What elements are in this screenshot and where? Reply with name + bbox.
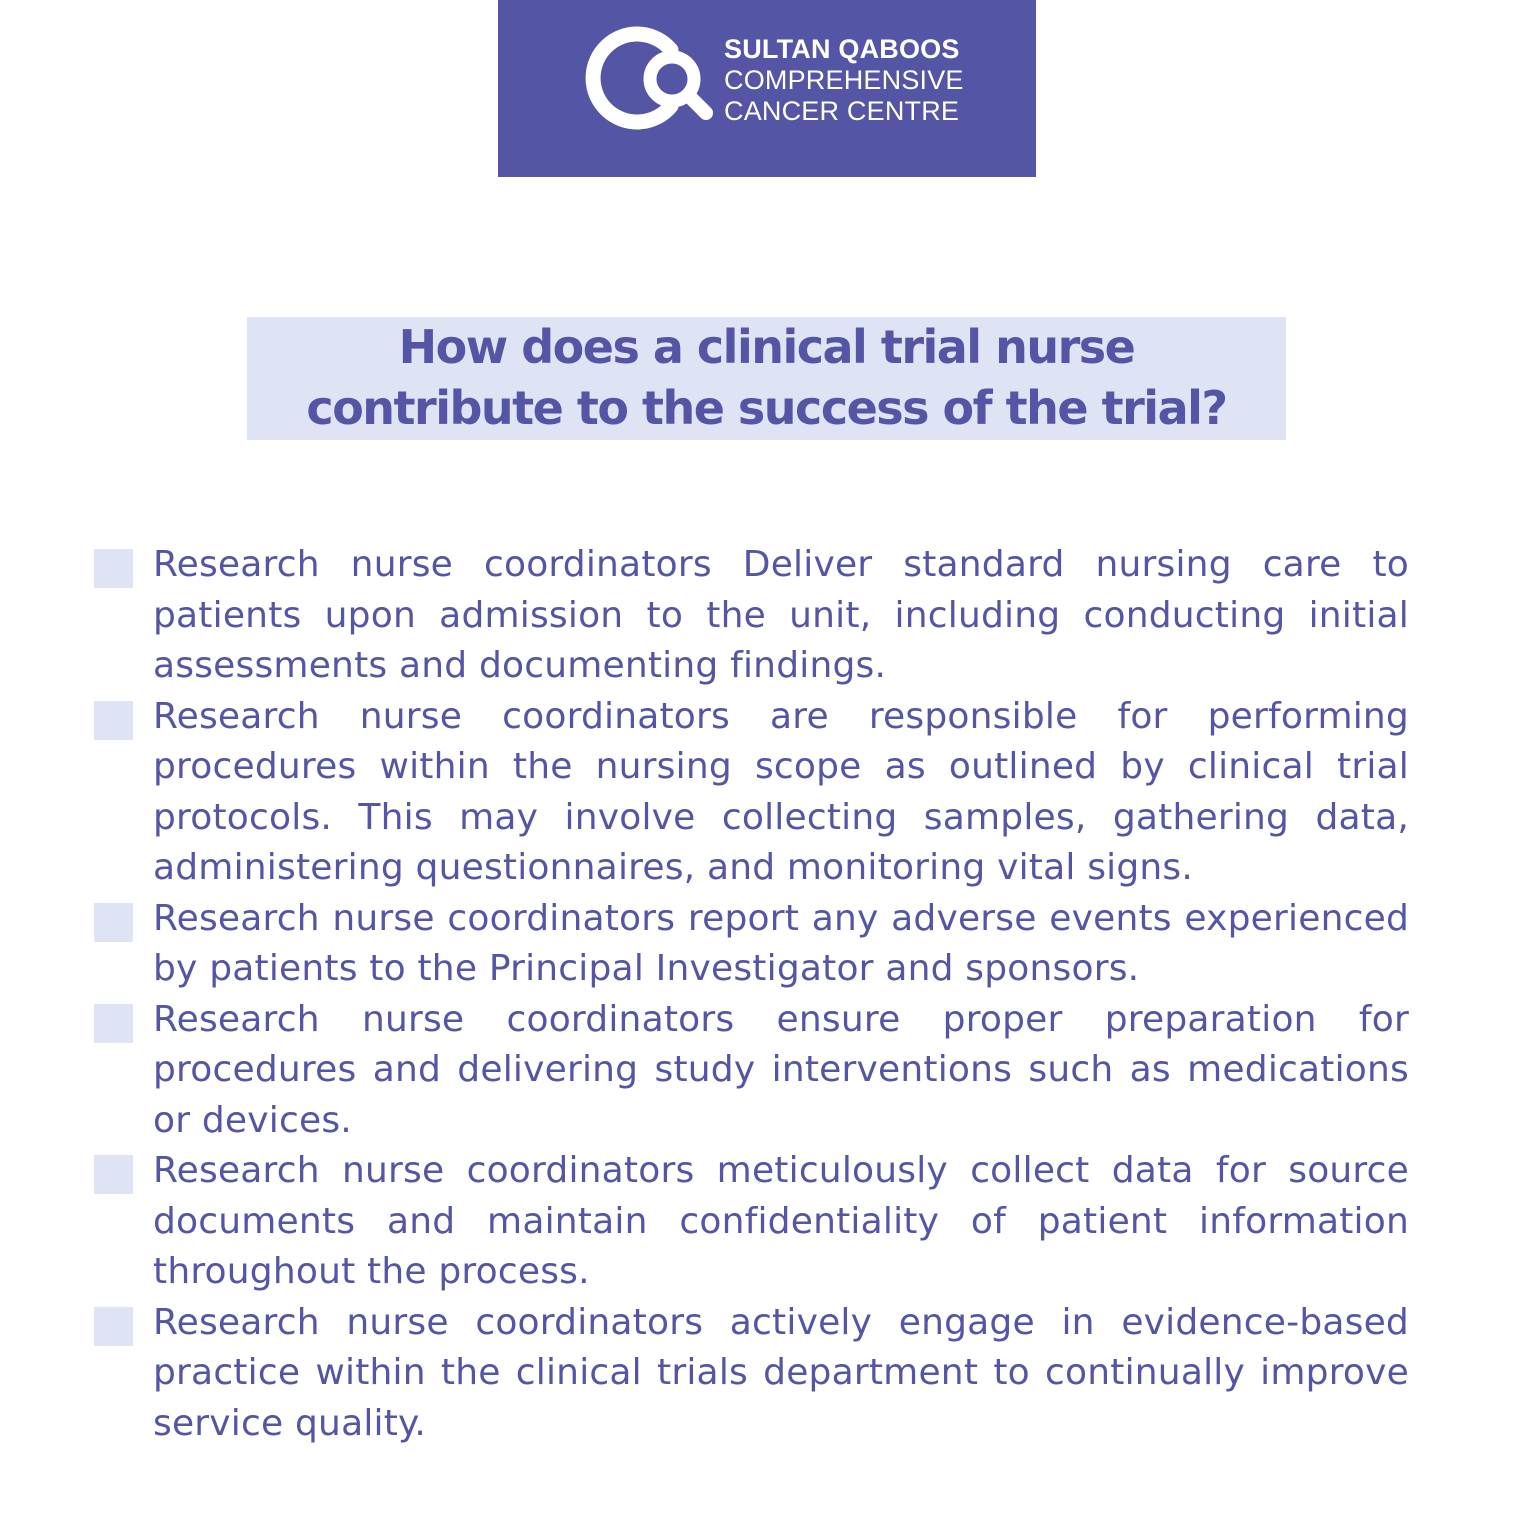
list-item-text: Research nurse coordinators report any adverse events experienced by patients to the Principal Investigator and sponsors.	[153, 897, 1409, 989]
cq-logo-icon	[574, 23, 714, 135]
list-item-text: Research nurse coordinators meticulously collect data for source documents and maintain confidentiality of patient information throughout the process.	[153, 1150, 1409, 1292]
page-title-line-1: How does a clinical trial nurse	[398, 320, 1135, 374]
list-item-text: Research nurse coordinators Deliver standard nursing care to patients upon admission to the unit, including conducting initial assessments and documenting findings.	[153, 544, 1409, 686]
logo-text	[724, 34, 964, 127]
logo-line-2: COMPREHENSIVE	[724, 65, 964, 95]
bullet-list	[94, 540, 1409, 1449]
logo-line-1: SULTAN QABOOS	[724, 34, 960, 64]
square-bullet-icon	[94, 1004, 133, 1043]
square-bullet-icon	[94, 1155, 133, 1194]
list-item	[94, 995, 1409, 1147]
heading-box	[247, 317, 1286, 440]
list-item	[94, 1146, 1409, 1298]
square-bullet-icon	[94, 903, 133, 942]
list-item	[94, 1298, 1409, 1450]
square-bullet-icon	[94, 1307, 133, 1346]
logo-banner	[498, 0, 1036, 177]
list-item-text: Research nurse coordinators ensure proper preparation for procedures and delivering study interventions such as medications or devices.	[153, 998, 1409, 1141]
list-item-text: Research nurse coordinators are responsible for performing procedures within the nursing scope as outlined by clinical trial protocols. This may involve collecting samples, gathering data, administering questionnaires, and monitoring vital signs.	[153, 695, 1409, 888]
logo-line-3: CANCER CENTRE	[724, 96, 960, 126]
list-item	[94, 894, 1409, 995]
list-item-text: Research nurse coordinators actively engage in evidence-based practice within the clinical trials department to continually improve service quality.	[153, 1301, 1409, 1444]
list-item	[94, 692, 1409, 894]
page-title	[247, 317, 1286, 439]
square-bullet-icon	[94, 701, 133, 740]
page-title-line-2: contribute to the success of the trial?	[306, 381, 1227, 435]
square-bullet-icon	[94, 549, 133, 588]
list-item	[94, 540, 1409, 692]
